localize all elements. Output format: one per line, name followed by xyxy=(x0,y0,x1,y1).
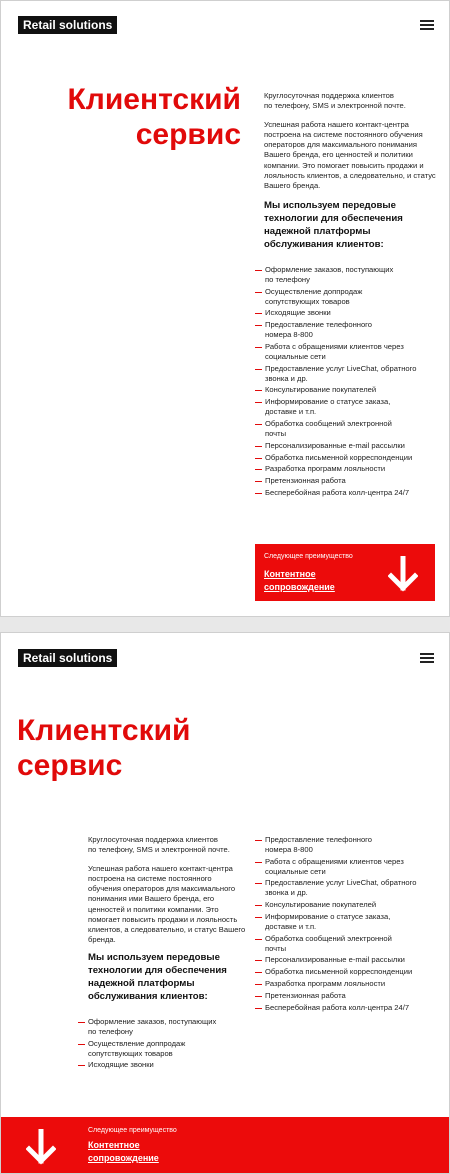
list-item: Предоставление услуг LiveChat, обратного звонка и др. xyxy=(255,878,447,898)
list-item: Разработка программ лояльности xyxy=(255,464,445,474)
list-item: Консультирование покупателей xyxy=(255,900,447,910)
list-item: Информирование о статусе заказа, доставке и т.п. xyxy=(255,397,445,417)
intro-text xyxy=(264,91,444,200)
list-item: Предоставление телефонного номера 8-800 xyxy=(255,320,445,340)
list-item: Обработка сообщений электронной почты xyxy=(255,934,447,954)
list-item: Обработка письменной корреспонденции xyxy=(255,967,447,977)
next-advantage-link[interactable]: Контентное сопровождение xyxy=(88,1140,159,1163)
list-item: Осуществление доппродаж сопутствующих товаров xyxy=(78,1039,248,1059)
next-advantage-label: Следующее преимущество xyxy=(264,553,353,560)
list-item: Предоставление телефонного номера 8-800 xyxy=(255,835,447,855)
title-line-1: Клиентский xyxy=(67,83,241,116)
list-item: Оформление заказов, поступающих по телефону xyxy=(255,265,445,285)
title-line-2: сервис xyxy=(17,748,123,782)
intro-paragraph-1: Круглосуточная поддержка клиентов по телефону, SMS и электронной почте. xyxy=(88,835,230,855)
intro-paragraph-1: Круглосуточная поддержка клиентов по телефону, SMS и электронной почте. xyxy=(264,91,406,111)
arrow-down-icon[interactable] xyxy=(388,556,418,592)
page-title xyxy=(17,714,191,783)
list-item: Разработка программ лояльности xyxy=(255,979,447,989)
title-line-1: Клиентский xyxy=(17,714,191,747)
intro-text xyxy=(88,835,253,954)
page-title xyxy=(49,83,241,152)
brand-logo[interactable]: Retail solutions xyxy=(18,649,117,667)
next-advantage-link[interactable]: Контентное сопровождение xyxy=(264,569,335,592)
menu-icon[interactable] xyxy=(420,20,434,29)
menu-icon[interactable] xyxy=(420,653,434,662)
next-advantage-label: Следующее преимущество xyxy=(88,1127,177,1134)
list-item: Обработка письменной корреспонденции xyxy=(255,453,445,463)
list-item: Бесперебойная работа колл-центра 24/7 xyxy=(255,1003,447,1013)
list-item: Претензионная работа xyxy=(255,476,445,486)
intro-paragraph-2: Успешная работа нашего контакт-центра построена на системе постоянного обучения операторов для максимального понимания ими Вашего бренда, его ценностей и политики компании. Это помогает повысить продажи и лояльность клиентов, а следовательно, и статус Вашего бренда. xyxy=(88,864,246,944)
services-list-column-2 xyxy=(255,835,447,1015)
list-item: Исходящие звонки xyxy=(78,1060,248,1070)
next-advantage-block[interactable] xyxy=(255,544,435,601)
list-item: Осуществление доппродаж сопутствующих товаров xyxy=(255,287,445,307)
brand-logo[interactable]: Retail solutions xyxy=(18,16,117,34)
services-list-column-1 xyxy=(78,1017,248,1072)
services-list xyxy=(255,265,445,500)
intro-paragraph-2: Успешная работа нашего контакт-центра построена на системе постоянного обучения операторов для максимального понимания Вашего бренда, его ценностей и политики компании. Это помогает повысить продажи и лояльность клиентов, а следовательно, и статус Вашего бренда. xyxy=(264,120,436,190)
list-item: Претензионная работа xyxy=(255,991,447,1001)
title-line-2: сервис xyxy=(135,117,241,151)
arrow-down-icon[interactable] xyxy=(26,1129,56,1165)
tech-heading: Мы используем передовые технологии для обеспечения надежной платформы обслуживания клиентов: xyxy=(264,200,403,250)
list-item: Информирование о статусе заказа, доставке и т.п. xyxy=(255,912,447,932)
list-item: Персонализированные e-mail рассылки xyxy=(255,955,447,965)
tablet-layout-frame xyxy=(0,632,450,1174)
next-advantage-block[interactable] xyxy=(1,1117,450,1174)
list-item: Исходящие звонки xyxy=(255,308,445,318)
list-item: Консультирование покупателей xyxy=(255,385,445,395)
list-item: Оформление заказов, поступающих по телефону xyxy=(78,1017,248,1037)
list-item: Предоставление услуг LiveChat, обратного звонка и др. xyxy=(255,364,445,384)
list-item: Работа с обращениями клиентов через социальные сети xyxy=(255,342,445,362)
list-item: Персонализированные e-mail рассылки xyxy=(255,441,445,451)
tech-heading: Мы используем передовые технологии для обеспечения надежной платформы обслуживания клиентов: xyxy=(88,952,227,1002)
list-item: Обработка сообщений электронной почты xyxy=(255,419,445,439)
list-item: Работа с обращениями клиентов через социальные сети xyxy=(255,857,447,877)
list-item: Бесперебойная работа колл-центра 24/7 xyxy=(255,488,445,498)
